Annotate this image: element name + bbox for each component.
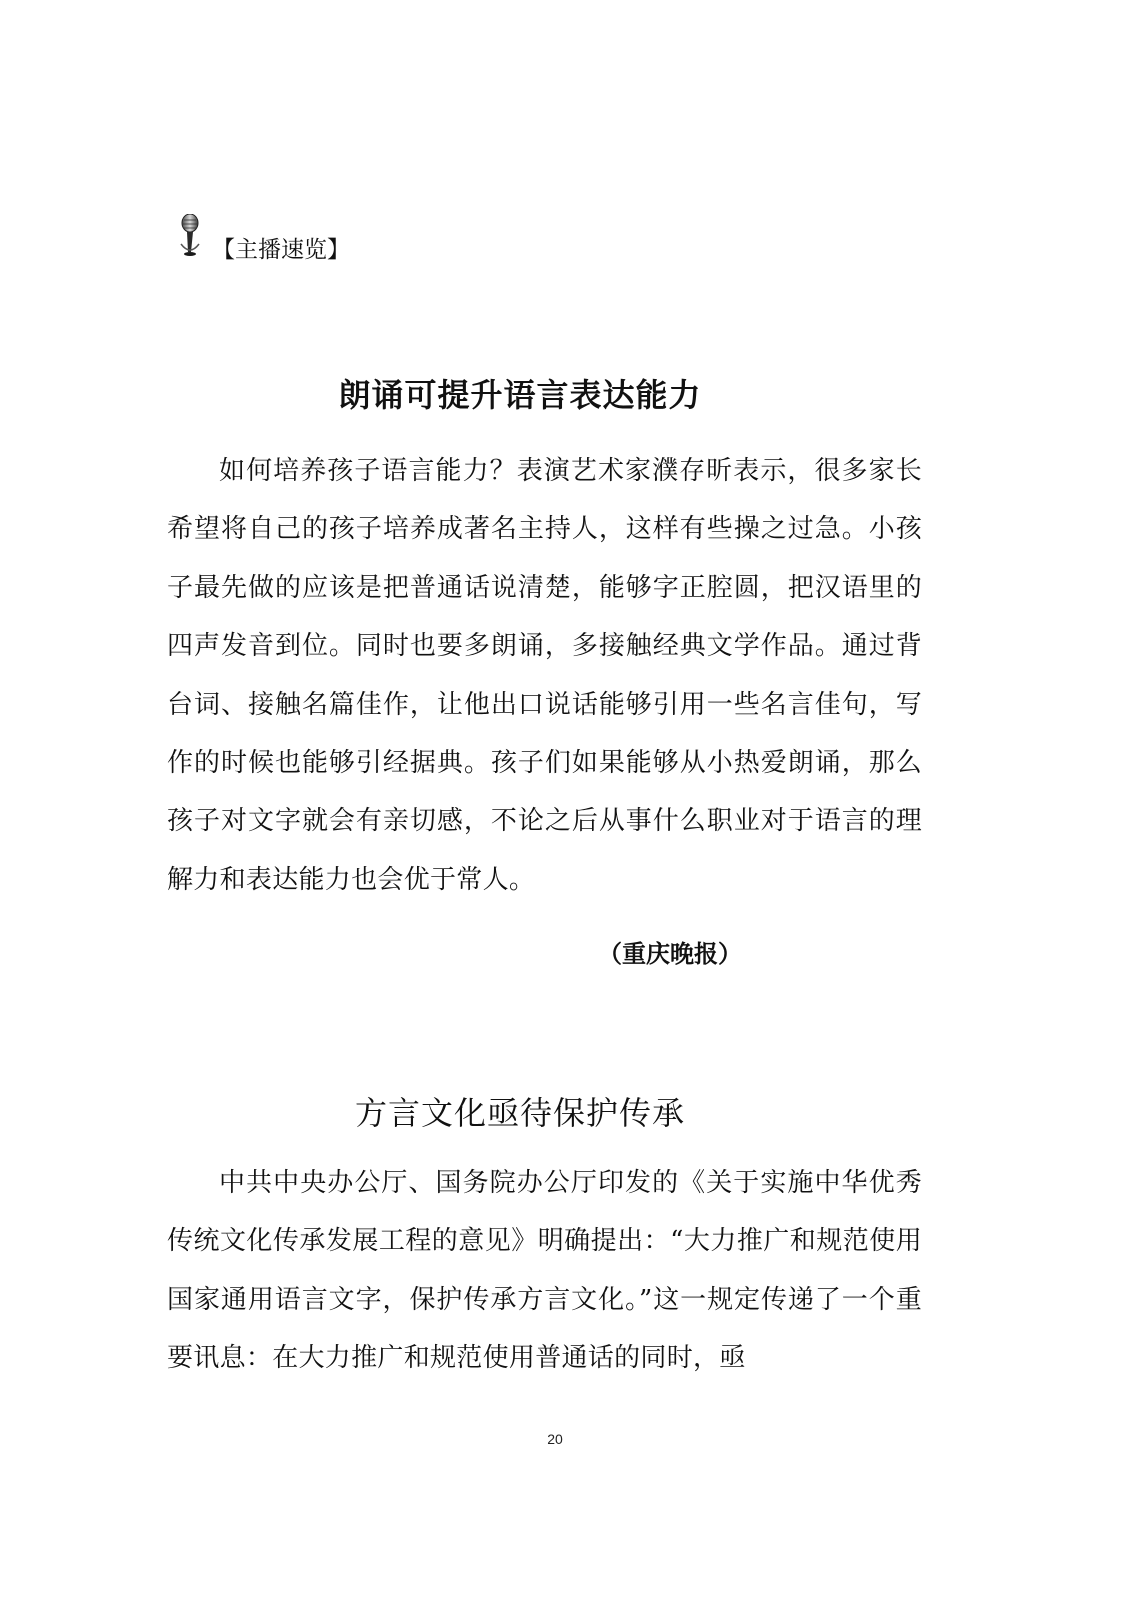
microphone-icon — [176, 214, 210, 258]
article-title: 朗诵可提升语言表达能力 — [338, 376, 702, 414]
page-number: 20 — [547, 1431, 563, 1447]
article-body: 如何培养孩子语言能力？表演艺术家濮存昕表示，很多家长希望将自己的孩子培养成著名主持人，这样有些操之过急。小孩子最先做的应该是把普通话说清楚，能够字正腔圆，把汉语里的四声发音到位。同时也要多朗诵，多接触经典文学作品。通过背台词、接触名篇佳作，让他出口说话能够引用一些名言佳句，写作的时候也能够引经据典。孩子们如果能够从小热爱朗诵，那么孩子对文字就会有亲切感，不论之后从事什么职业对于语言的理解力和表达能力也会优于常人。 — [167, 456, 922, 895]
article-body: 中共中央办公厅、国务院办公厅印发的《关于实施中华优秀传统文化传承发展工程的意见》明确提出：“大力推广和规范使用国家通用语言文字，保护传承方言文化。”这一规定传递了一个重要讯息：在大力推广和规范使用普通话的同时，亟 — [167, 1168, 922, 1374]
article-source: （重庆晚报） — [598, 940, 742, 968]
section-tag: 【主播速览】 — [212, 237, 350, 263]
article-title: 方言文化亟待保护传承 — [354, 1094, 685, 1132]
